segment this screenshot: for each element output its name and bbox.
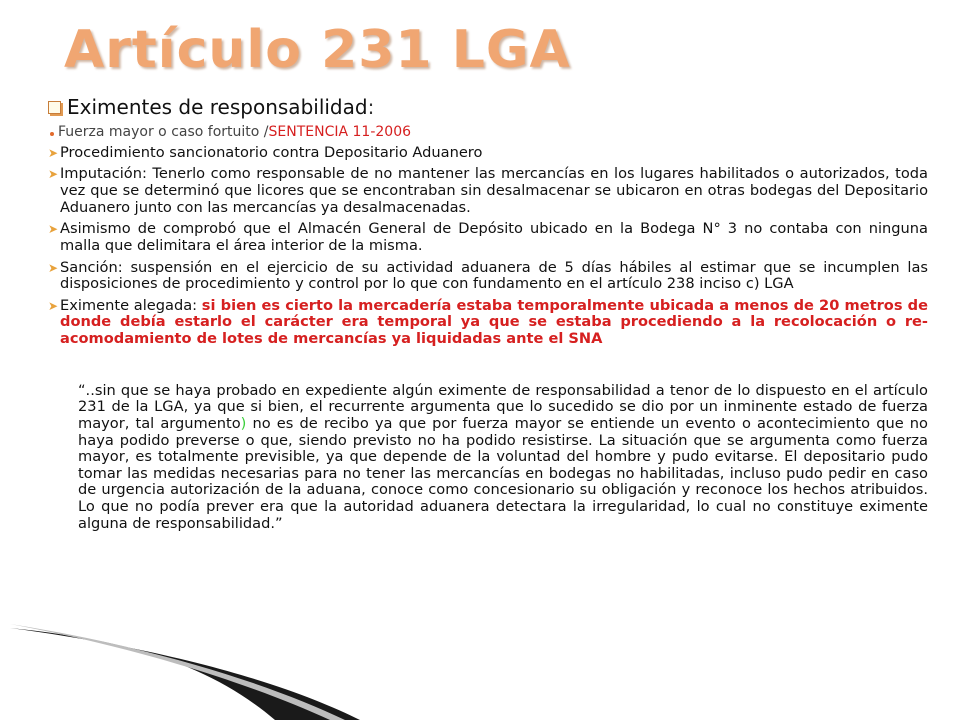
quote-paragraph xyxy=(78,383,928,533)
section-heading xyxy=(48,96,928,119)
arrow-bullet-icon: ➤ xyxy=(48,167,59,182)
checkbox-bullet-icon xyxy=(48,101,61,114)
eximente-text xyxy=(60,298,928,348)
arrow-bullet-icon: ➤ xyxy=(48,145,59,160)
list-item-text: Asimismo de comprobó que el Almacén General de Depósito ubicado en la Bodega N° 3 no contaba con ninguna malla que delimitara el área interior de la misma. xyxy=(60,220,928,254)
list-item-text: Imputación: Tenerlo como responsable de no mantener las mercancías en los lugares habilitados o autorizados, toda vez que se determinó que licores que se encontraban sin desalmacenar se ubicaron en otras bodegas del Depositario Aduanero junto con las mercancías ya desalmacenadas. xyxy=(60,165,928,216)
arrow-bullet-icon: ➤ xyxy=(48,222,59,237)
list-item xyxy=(48,145,928,162)
quote-paren: ) xyxy=(240,414,247,432)
eximente-label: Eximente alegada: xyxy=(60,296,202,314)
quote-part-1: “..sin que se haya probado en expediente algún eximente de responsabilidad a tenor de lo dispuesto en el artículo 231 de la LGA, ya que si bien, el recurrente argumenta que lo sucedido se dio por un inminente estado de fuerza mayor, tal argumento xyxy=(78,381,928,432)
swoosh-highlight xyxy=(10,630,262,720)
quote-part-2: no es de recibo ya que por fuerza mayor se entiende un evento o acontecimiento que no haya podido preverse o que, siendo previsto no ha podido resistirse. La situación que se argumenta como fuerza mayor, es totalmente previsible, ya que depende de la voluntad del hombre y pudo evitarse. El depositario pudo tomar las medidas necesarias para no tener las mercancías en bodegas no habilitadas, incluso pudo pedir en caso de urgencia autorización de la aduana, conoce como concesionario su obligación y reconoce los hechos atribuidos. Lo que no podía prever era que la autoridad aduanera detectara la irregularidad, lo cual no constituye eximente alguna de responsabilidad.” xyxy=(78,414,928,532)
list-item-text: Sanción: suspensión en el ejercicio de su actividad aduanera de 5 días hábiles al estimar que se incumplen las disposiciones de procedimiento y control por lo que con fundamento en el artículo 238 inciso c) LGA xyxy=(60,258,928,293)
list-item-text: Procedimiento sancionatorio contra Depositario Aduanero xyxy=(60,143,483,161)
heading-label: Eximentes de responsabilidad xyxy=(67,95,368,119)
dot-bullet-icon xyxy=(50,132,54,136)
eximente-highlight: si bien es cierto la mercadería estaba temporalmente ubicada a menos de 20 metros de donde debía estarlo el carácter era temporal ya que se estaba procediendo a la recolocación o re-acomodamiento de lotes de mercancías ya liquidadas ante el SNA xyxy=(60,296,929,347)
swoosh-shadow xyxy=(10,628,360,720)
list-item xyxy=(48,260,928,293)
list-item xyxy=(48,221,928,254)
arrow-bullet-icon: ➤ xyxy=(48,298,59,313)
first-line-text: Fuerza mayor o caso fortuito / xyxy=(58,123,269,140)
first-line xyxy=(48,125,928,141)
list-item xyxy=(48,166,928,216)
heading-colon: : xyxy=(367,95,375,119)
sentence-reference: SENTENCIA 11-2006 xyxy=(268,123,412,140)
slide-title: Artículo 231 LGA xyxy=(64,20,571,80)
spacer xyxy=(48,353,928,383)
arrow-bullet-icon: ➤ xyxy=(48,260,59,275)
swoosh-stripe xyxy=(10,624,345,720)
list-item-eximente xyxy=(48,298,928,348)
slide-body xyxy=(48,96,928,532)
